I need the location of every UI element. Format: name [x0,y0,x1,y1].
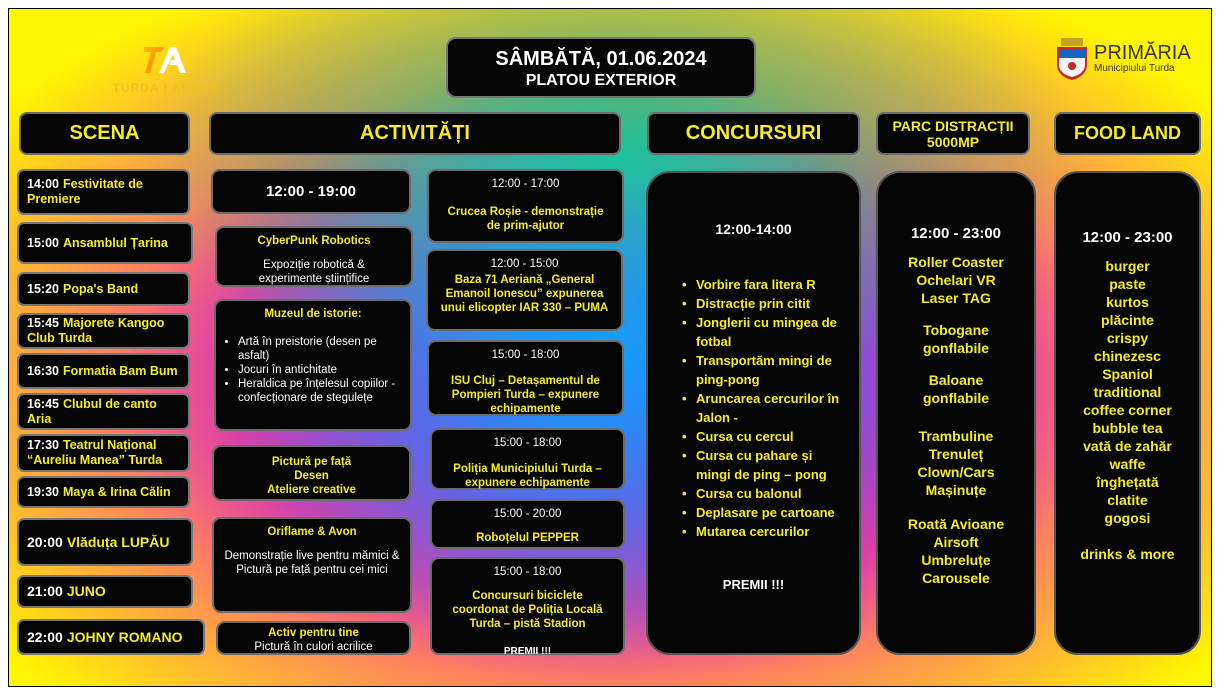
concurs-item: • Aruncarea cercurilor în Jalon - [696,389,849,427]
baza-71-card: 12:00 - 15:00 Baza 71 Aeriană „General Emanoil Ionescu” expunerea unui elicopter IAR 330 – PUMA [426,249,623,331]
parc-group: Roller Coaster Ochelari VR Laser TAG [908,254,1004,306]
coat-of-arms-icon [1055,38,1089,80]
scena-item: 19:30 Maya & Irina Călin [17,476,190,508]
food-item: bubble tea [1092,420,1163,436]
parc-header [876,112,1030,155]
food-header: FOOD LAND [1054,112,1201,155]
concurs-item: • Distracție prin citit [696,294,849,313]
oriflame-avon-card: Oriflame & Avon Demonstrație live pentru mămici & Pictură pe față pentru cei mici [212,517,412,613]
food-item: coffee corner [1083,402,1172,418]
food-item: plăcinte [1101,312,1154,328]
scena-item: 15:45 Majorete Kangoo Club Turda [17,313,190,349]
turda-arena-text: TURDA | ARENA [112,81,220,95]
scena-header: SCENA [19,112,190,155]
food-panel [1054,171,1201,655]
concursuri-time: 12:00-14:00 [715,221,792,237]
muzeu-item: • Jocuri în antichitate [238,363,404,377]
concurs-item: • Deplasare pe cartoane [696,503,849,522]
parc-header-line1: PARC DISTRACȚII [892,117,1014,134]
food-item: waffe [1109,456,1146,472]
food-item: paste [1109,276,1146,292]
concursuri-header: CONCURSURI [647,112,860,155]
scena-item: 22:00 JOHNY ROMANO [17,619,205,655]
date-text: SÂMBĂTĂ, 01.06.2024 [495,48,707,70]
scena-item: 14:00 Festivitate de Premiere [17,169,190,215]
scena-item: 15:20 Popa's Band [17,272,190,306]
food-item: chinezesc [1094,348,1161,364]
food-item: kurtos [1106,294,1149,310]
food-item: burger [1105,258,1150,274]
concurs-item: • Vorbire fara litera R [696,275,849,294]
isu-cluj-card: 15:00 - 18:00 ISU Cluj – Detașamentul de Pompieri Turda – expunere echipamente [427,340,624,416]
concurs-item: • Transportăm mingi de ping-pong [696,351,849,389]
parc-group: Tobogane gonflabile [922,322,990,356]
activitati-left-time: 12:00 - 19:00 [211,169,411,214]
scena-item: 16:45 Clubul de canto Aria [17,393,190,430]
food-item: gogosi [1104,510,1151,526]
ta-logo-icon [142,43,190,77]
parc-group: Baloane gonflabile [922,372,990,406]
concurs-item: • Cursa cu cercul [696,427,849,446]
parc-group: Trambuline Trenuleț Clown/Cars Mașinuțe [917,428,995,498]
food-item: clatite [1107,492,1148,508]
food-item: crispy [1106,330,1149,346]
turda-arena-logo [101,43,231,103]
activitati-header: ACTIVITĂȚI [209,112,621,155]
muzeu-list [222,335,404,405]
food-time: 12:00 - 23:00 [1082,229,1173,246]
crucea-rosie-card: 12:00 - 17:00 Crucea Roșie - demonstrație de prim-ajutor [427,169,624,243]
concursuri-panel [646,171,861,655]
scena-item: 16:30 Formatia Bam Bum [17,353,190,389]
parc-time: 12:00 - 23:00 [910,225,1002,242]
food-item: traditional [1093,384,1162,400]
muzeu-istorie-card: Muzeul de istorie: • Artă în preistorie (desen pe asfalt) • Jocuri în antichitate • Heraldica pe înțelesul copiilor - confecționare de stegulețe [214,299,412,431]
primaria-title: PRIMĂRIA [1094,42,1191,64]
food-item: Spaniol [1102,366,1153,382]
date-header [446,37,756,98]
scena-item: 21:00 JUNO [17,575,193,608]
scena-item: 15:00 Ansamblul Țarina [17,222,193,264]
food-item: înghețată [1096,474,1159,490]
food-list [1056,257,1199,527]
food-item: vată de zahăr [1083,438,1172,454]
primaria-logo [1055,31,1205,87]
concurs-item: • Cursa cu balonul [696,484,849,503]
scena-item: 20:00 Vlăduța LUPĂU [17,518,193,566]
place-text: PLATOU EXTERIOR [525,72,677,89]
muzeu-item: • Heraldica pe înțelesul copiilor - confecționare de stegulețe [238,377,404,405]
parc-panel [876,171,1036,655]
concursuri-list [682,275,849,541]
concurs-item: • Cursa cu pahare și mingi de ping – pong [696,446,849,484]
pictura-card: Pictură pe față Desen Ateliere creative [212,445,411,501]
pepper-card: 15:00 - 20:00 Roboțelul PEPPER [430,499,625,549]
concurs-item: • Mutarea cercurilor [696,522,849,541]
parc-header-line2: 5000MP [926,133,980,150]
muzeu-item: • Artă în preistorie (desen pe asfalt) [238,335,404,363]
event-poster [8,8,1212,687]
politia-card: 15:00 - 18:00 Poliția Municipiului Turda – expunere echipamente [430,428,625,490]
concursuri-biciclete-card: 15:00 - 18:00 Concursuri biciclete coordonat de Poliția Locală Turda – pistă Stadion PREMII !!! [430,557,625,655]
scena-item: 17:30 Teatrul Național “Aureliu Manea” Turda [17,434,190,472]
parc-group: Roată Avioane Airsoft Umbreluțe Carousele [907,516,1005,586]
food-more: drinks & more [1080,546,1175,562]
concurs-item: • Jonglerii cu mingea de fotbal [696,313,849,351]
activ-pentru-tine-card: Activ pentru tine Pictură în culori acrilice [216,621,411,655]
concursuri-premii: PREMII !!! [722,577,785,592]
primaria-subtitle: Municipiului Turda [1094,63,1175,74]
cyberpunk-robotics-card: CyberPunk Robotics Expoziție robotică & experimente științifice [215,226,413,287]
